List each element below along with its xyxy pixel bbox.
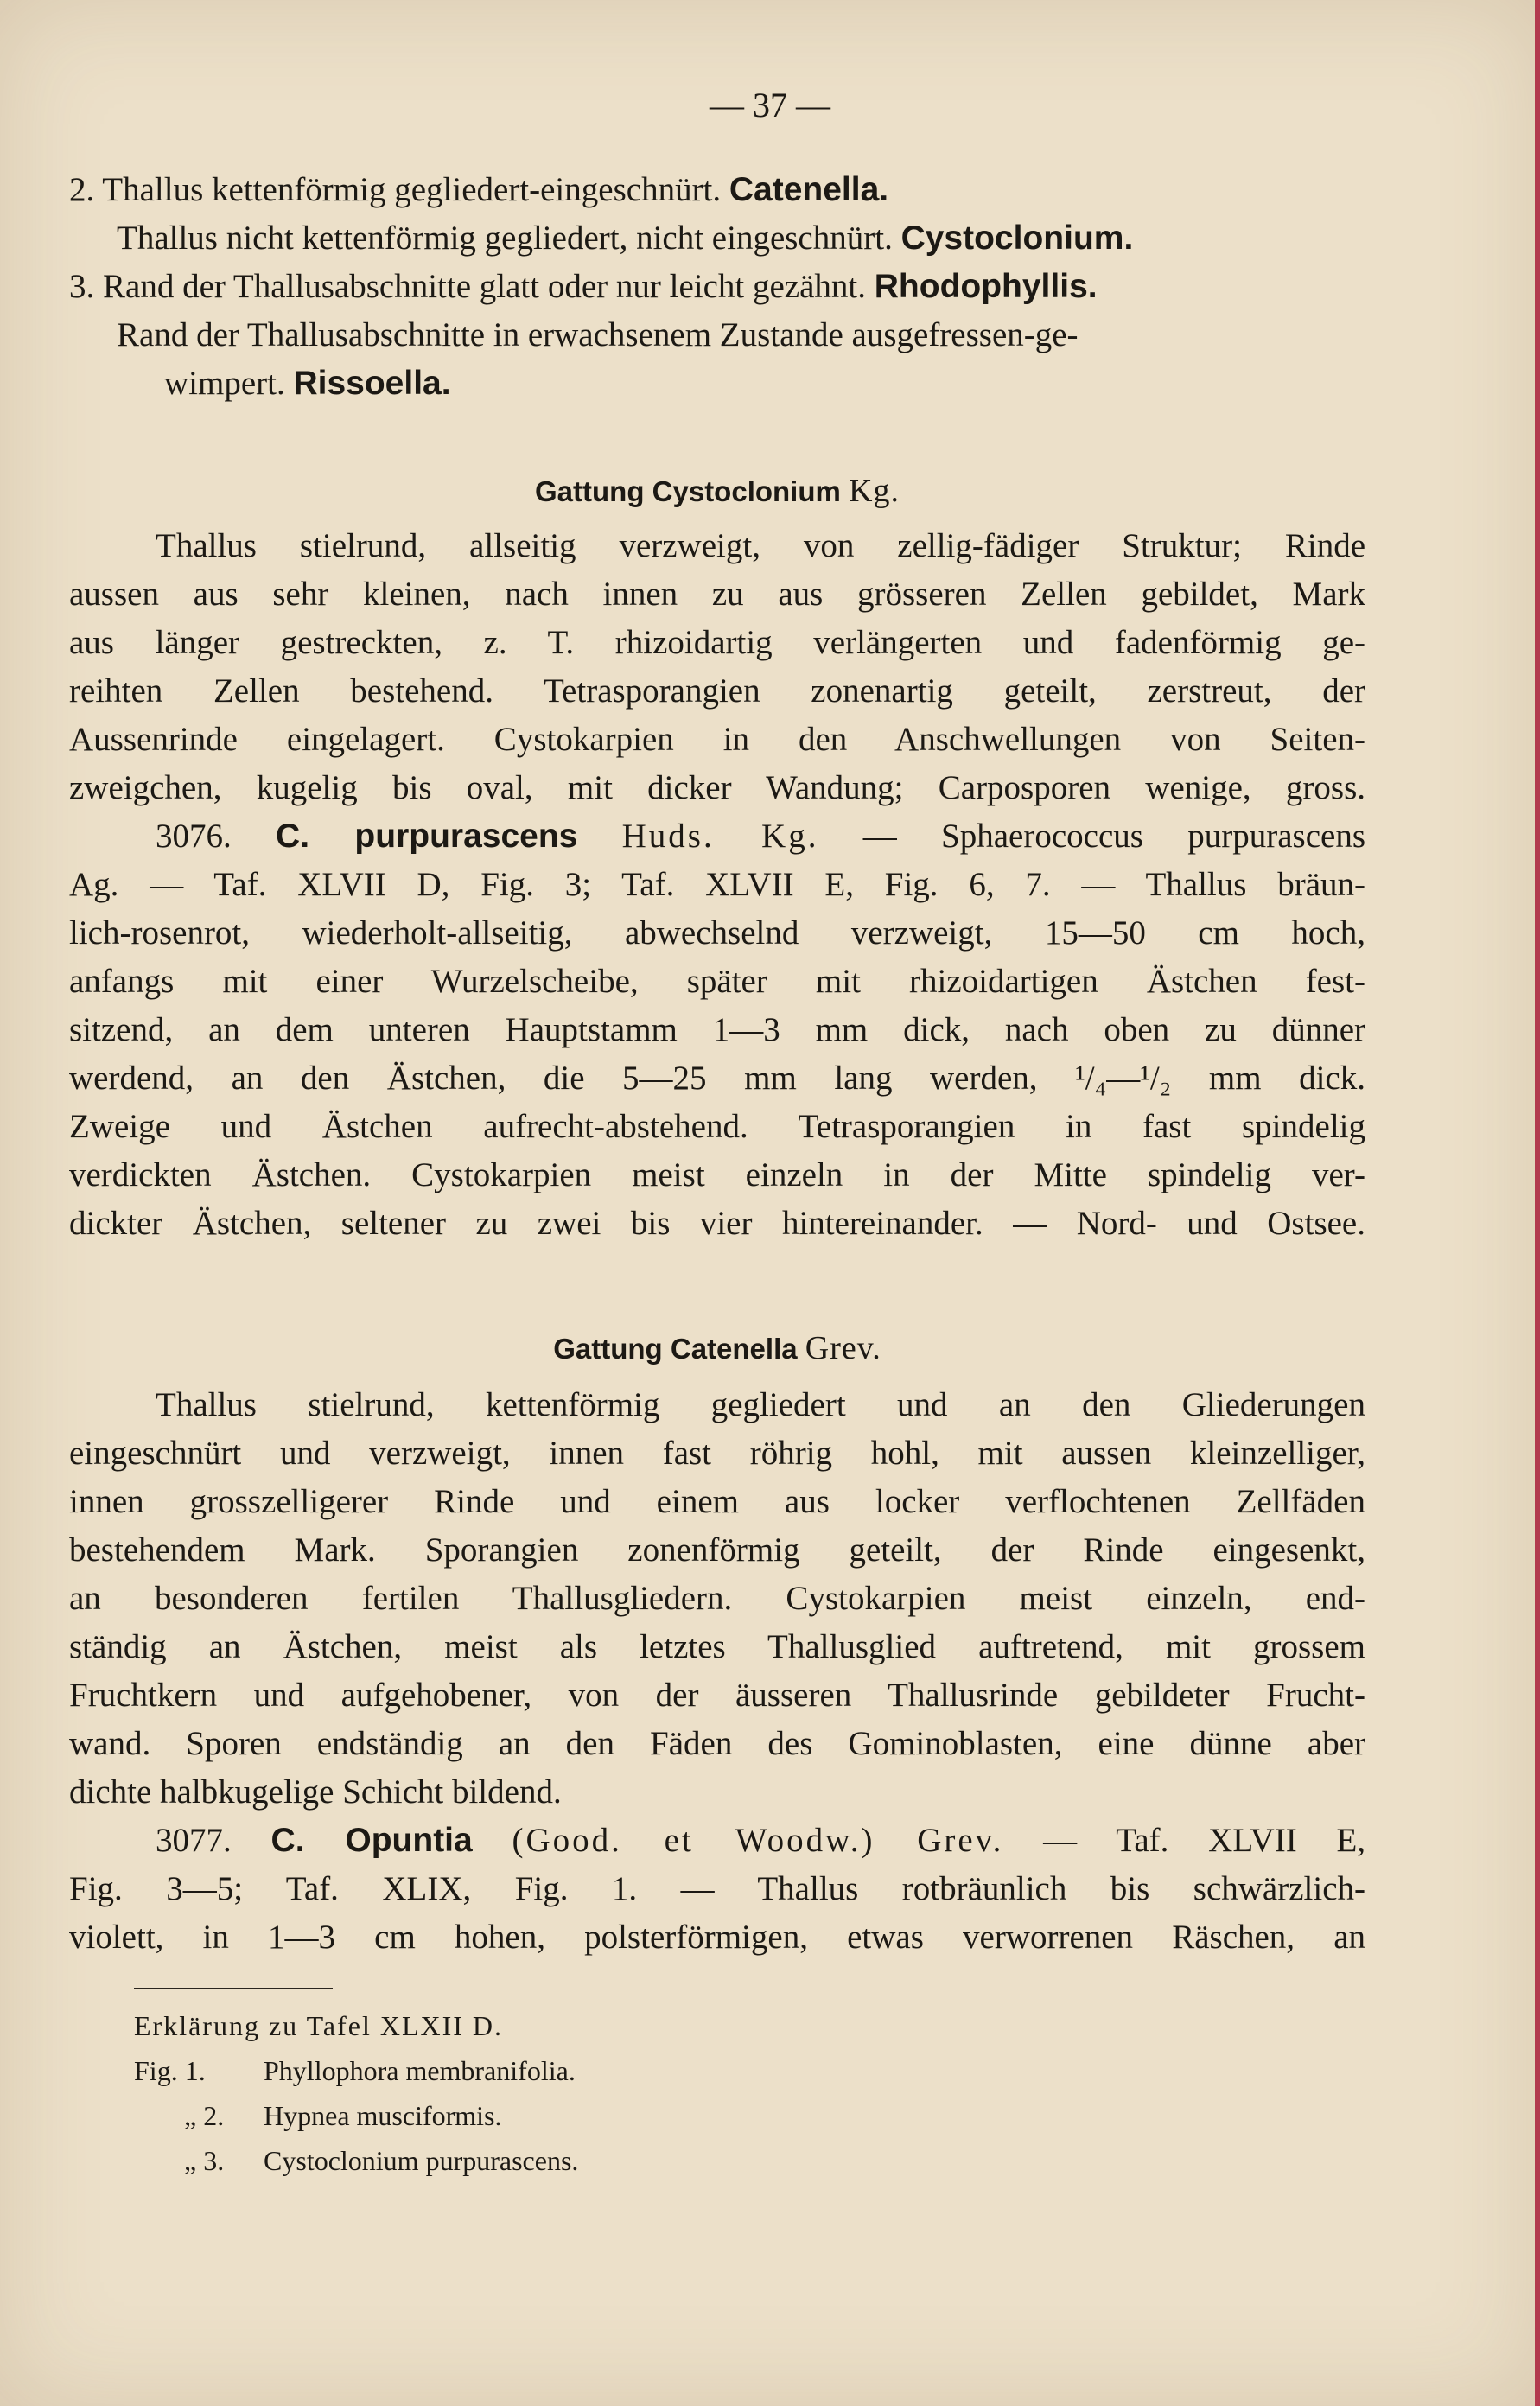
heading-catenella: Gattung Catenella Grev.	[553, 1330, 881, 1366]
key-line-3a: 3. Rand der Thallusabschnitte glatt oder nur leicht gezähnt. Rhodophyllis.	[69, 268, 1098, 305]
genus-key	[69, 166, 1365, 408]
footnote-plate-explanation	[134, 2003, 578, 2183]
page-edge	[1535, 0, 1540, 2406]
footnote-item: Fig. 1. Phyllophora membranifolia.	[134, 2055, 576, 2086]
page-number: — 37 —	[710, 86, 830, 124]
species-entry-3076: 3076. C. purpurascens Huds. Kg. — Sphaerococcus purpurascens	[156, 818, 1365, 855]
species-name: C. purpurascens	[276, 818, 578, 855]
key-line-3b: Rand der Thallusabschnitte in erwachsenem Zustande ausgefressen-ge-	[117, 316, 1079, 353]
footnote-item: „ 2. Hypnea musciformis.	[184, 2100, 502, 2131]
species-name: C. Opuntia	[270, 1822, 473, 1859]
key-line-2b: Thallus nicht kettenförmig gegliedert, nicht eingeschnürt. Cystoclonium.	[117, 220, 1134, 257]
catenella-description: Thallus stielrund, kettenförmig gegliedert und an den Gliederungen eingeschnürt und verzweigt, innen fast röhrig hohl, mit aussen kleinzelliger, innen grosszelligerer Rinde und einem aus locker verflochtenen Zellfäden bestehendem Mark. Sporangien zonenförmig geteilt, der Rinde eingesenkt, an besonderen fertilen Thallusgliedern. Cystokarpien meist einzeln, end- ständig an Ästchen, meist als letztes Thallusglied auftretend, mit grossem Fruchtkern und aufgehobener, von der äusseren Thallusrinde gebildeter Frucht- wand. Sporen endständig an den Fäden des Gominoblasten, eine dünne aber dichte halbkugelige Schicht bildend. 3077. C. Opuntia (Good. et Woodw.) Grev. — Taf. XLVII E, Fig. 3—5; Taf. XLIX, Fig. 1. — Thallus rotbräunlich bis schwärzlich- violett, in 1—3 cm hohen, polsterförmigen, etwas verworrenen Räschen, an	[69, 1386, 1366, 1956]
genus-catenella: Catenella.	[729, 171, 889, 208]
genus-cystoclonium: Cystoclonium.	[900, 220, 1134, 257]
species-entry-3077: 3077. C. Opuntia (Good. et Woodw.) Grev. — Taf. XLVII E,	[156, 1822, 1366, 1859]
footnote-title: Erklärung zu Tafel XLXII D.	[134, 2010, 504, 2041]
cystoclonium-description: Thallus stielrund, allseitig verzweigt, von zellig-fädiger Struktur; Rinde aussen aus sehr kleinen, nach innen zu aus grösseren Zellen gebildet, Mark aus länger gestreckten, z. T. rhizoidartig verlängerten und fadenförmig ge- reihten Zellen bestehend. Tetrasporangien zonenartig geteilt, zerstreut, der Aussenrinde eingelagert. Cystokarpien in den Anschwellungen von Seiten- zweigchen, kugelig bis oval, mit dicker Wandung; Carposporen wenige, gross. 3076. C. purpurascens Huds. Kg. — Sphaerococcus purpurascens Ag. — Taf. XLVII D, Fig. 3; Taf. XLVII E, Fig. 6, 7. — Thallus bräun- lich-rosenrot, wiederholt-allseitig, abwechselnd verzweigt, 15—50 cm hoch, anfangs mit einer Wurzelscheibe, später mit rhizoidartigen Ästchen fest- sitzend, an dem unteren Hauptstamm 1—3 mm dick, nach oben zu dünner werdend, an den Ästchen, die 5—25 mm lang werden, ¹/₄—¹/₂ mm dick. Zweige und Ästchen aufrecht-abstehend. Tetrasporangien in fast spindelig verdickten Ästchen. Cystokarpien meist einzeln in der Mitte spindelig ver- dickter Ästchen, seltener zu zwei bis vier hintereinander. — Nord- und Ostsee.	[69, 527, 1365, 1242]
key-line-2a: 2. Thallus kettenförmig gegliedert-eingeschnürt. Catenella.	[69, 171, 889, 208]
heading-cystoclonium: Gattung Cystoclonium Kg.	[535, 473, 900, 509]
genus-rissoella: Rissoella.	[293, 365, 451, 402]
footnote-item: „ 3. Cystoclonium purpurascens.	[184, 2145, 579, 2176]
key-line-3b-cont: wimpert. Rissoella.	[164, 365, 451, 402]
genus-rhodophyllis: Rhodophyllis.	[874, 268, 1098, 305]
footnote-divider	[134, 1988, 333, 1989]
